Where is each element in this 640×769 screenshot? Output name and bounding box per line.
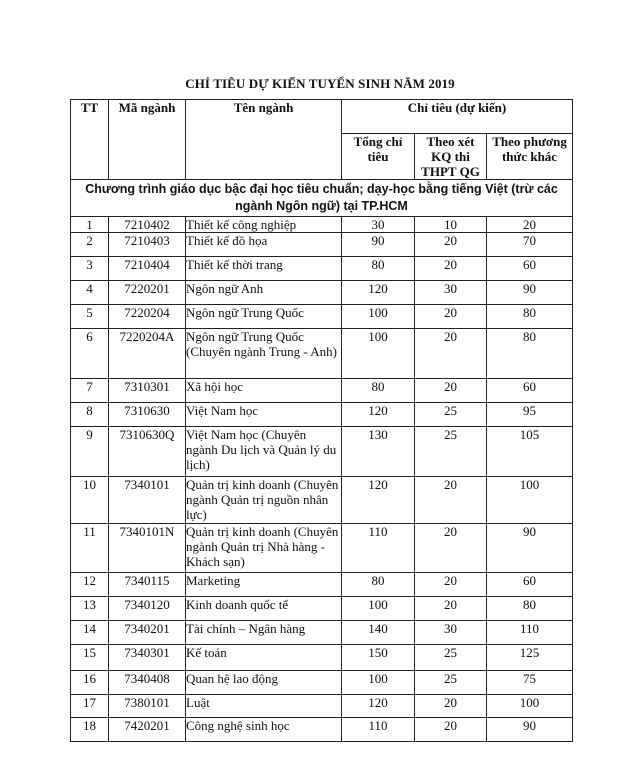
- row-total: 100: [342, 329, 415, 379]
- row-tt: 5: [71, 305, 109, 329]
- row-code: 7210404: [109, 257, 186, 281]
- row-exam: 30: [415, 281, 487, 305]
- row-code: 7340201: [109, 621, 186, 645]
- row-total: 110: [342, 524, 415, 573]
- row-total: 110: [342, 718, 415, 742]
- row-code: 7340115: [109, 573, 186, 597]
- row-other: 100: [487, 695, 573, 718]
- row-tt: 12: [71, 573, 109, 597]
- row-other: 95: [487, 403, 573, 427]
- row-other: 60: [487, 379, 573, 403]
- row-tt: 1: [71, 217, 109, 233]
- row-total: 120: [342, 403, 415, 427]
- header-other: Theo phương thức khác: [487, 134, 573, 180]
- page-title: CHỈ TIÊU DỰ KIẾN TUYỂN SINH NĂM 2019: [185, 76, 455, 91]
- header-code: Mã ngành: [109, 100, 186, 180]
- row-total: 100: [342, 305, 415, 329]
- row-exam: 20: [415, 233, 487, 257]
- row-name: Thiết kế thời trang: [186, 257, 342, 281]
- table-row: [71, 621, 573, 645]
- row-exam: 20: [415, 257, 487, 281]
- row-tt: 6: [71, 329, 109, 379]
- row-name: Thiết kế công nghiệp: [186, 217, 342, 233]
- table-row: [71, 573, 573, 597]
- row-other: 80: [487, 329, 573, 379]
- admission-quota-table: [70, 99, 573, 742]
- row-name: Việt Nam học: [186, 403, 342, 427]
- row-exam: 30: [415, 621, 487, 645]
- table-row: [71, 403, 573, 427]
- table-row: [71, 671, 573, 695]
- row-exam: 20: [415, 573, 487, 597]
- table-row: [71, 329, 573, 379]
- row-exam: 20: [415, 329, 487, 379]
- row-other: 90: [487, 281, 573, 305]
- row-name: Ngôn ngữ Trung Quốc: [186, 305, 342, 329]
- row-tt: 8: [71, 403, 109, 427]
- row-other: 105: [487, 427, 573, 477]
- table-row: [71, 427, 573, 477]
- row-tt: 4: [71, 281, 109, 305]
- row-name: Ngôn ngữ Anh: [186, 281, 342, 305]
- row-name: Kế toán: [186, 645, 342, 671]
- row-tt: 14: [71, 621, 109, 645]
- row-total: 90: [342, 233, 415, 257]
- row-tt: 11: [71, 524, 109, 573]
- row-total: 140: [342, 621, 415, 645]
- table-row: [71, 217, 573, 233]
- row-other: 80: [487, 305, 573, 329]
- row-total: 100: [342, 597, 415, 621]
- section-heading: Chương trình giáo dục bậc đại học tiêu chuẩn; dạy-học bằng tiếng Việt (trừ các ngành Ngôn ngữ) tại TP.HCM: [71, 180, 573, 217]
- row-other: 100: [487, 477, 573, 524]
- row-tt: 10: [71, 477, 109, 524]
- row-exam: 10: [415, 217, 487, 233]
- row-code: 7310630Q: [109, 427, 186, 477]
- row-total: 80: [342, 379, 415, 403]
- table-row: [71, 645, 573, 671]
- row-total: 150: [342, 645, 415, 671]
- row-other: 20: [487, 217, 573, 233]
- row-code: 7220204: [109, 305, 186, 329]
- row-exam: 25: [415, 403, 487, 427]
- row-total: 30: [342, 217, 415, 233]
- row-tt: 9: [71, 427, 109, 477]
- row-total: 130: [342, 427, 415, 477]
- row-other: 60: [487, 257, 573, 281]
- row-tt: 2: [71, 233, 109, 257]
- row-code: 7210402: [109, 217, 186, 233]
- row-code: 7210403: [109, 233, 186, 257]
- table-row: [71, 597, 573, 621]
- row-total: 80: [342, 573, 415, 597]
- row-name: Quan hệ lao động: [186, 671, 342, 695]
- header-exam: Theo xét KQ thi THPT QG: [415, 134, 487, 180]
- row-total: 80: [342, 257, 415, 281]
- row-tt: 7: [71, 379, 109, 403]
- table-row: [71, 695, 573, 718]
- row-name: Tài chính – Ngân hàng: [186, 621, 342, 645]
- row-name: Thiết kế đồ họa: [186, 233, 342, 257]
- row-name: Quản trị kinh doanh (Chuyên ngành Quản trị nguồn nhân lực): [186, 477, 342, 524]
- row-tt: 13: [71, 597, 109, 621]
- row-exam: 20: [415, 524, 487, 573]
- table-row: [71, 257, 573, 281]
- row-code: 7340101N: [109, 524, 186, 573]
- table-row: [71, 718, 573, 742]
- row-tt: 15: [71, 645, 109, 671]
- row-code: 7220204A: [109, 329, 186, 379]
- row-other: 90: [487, 718, 573, 742]
- table-row: [71, 233, 573, 257]
- row-name: Luật: [186, 695, 342, 718]
- row-exam: 20: [415, 695, 487, 718]
- row-exam: 25: [415, 645, 487, 671]
- row-tt: 3: [71, 257, 109, 281]
- row-tt: 17: [71, 695, 109, 718]
- row-other: 110: [487, 621, 573, 645]
- row-code: 7310301: [109, 379, 186, 403]
- row-other: 125: [487, 645, 573, 671]
- row-name: Việt Nam học (Chuyên ngành Du lịch và Quản lý du lịch): [186, 427, 342, 477]
- row-code: 7310630: [109, 403, 186, 427]
- table-row: [71, 281, 573, 305]
- table-row: [71, 477, 573, 524]
- row-exam: 20: [415, 718, 487, 742]
- row-code: 7340101: [109, 477, 186, 524]
- row-name: Công nghệ sinh học: [186, 718, 342, 742]
- row-exam: 20: [415, 305, 487, 329]
- row-total: 120: [342, 695, 415, 718]
- row-other: 80: [487, 597, 573, 621]
- row-other: 70: [487, 233, 573, 257]
- row-total: 120: [342, 281, 415, 305]
- header-total: Tổng chỉ tiêu: [342, 134, 415, 180]
- row-exam: 20: [415, 597, 487, 621]
- table-row: [71, 379, 573, 403]
- row-other: 90: [487, 524, 573, 573]
- header-tt: TT: [71, 100, 109, 180]
- row-code: 7420201: [109, 718, 186, 742]
- header-quota-group: Chỉ tiêu (dự kiến): [342, 100, 573, 134]
- row-exam: 25: [415, 671, 487, 695]
- row-total: 120: [342, 477, 415, 524]
- header-name: Tên ngành: [186, 100, 342, 180]
- table-row: [71, 305, 573, 329]
- row-code: 7340301: [109, 645, 186, 671]
- row-exam: 20: [415, 477, 487, 524]
- row-code: 7340120: [109, 597, 186, 621]
- row-exam: 20: [415, 379, 487, 403]
- row-code: 7220201: [109, 281, 186, 305]
- row-name: Marketing: [186, 573, 342, 597]
- row-total: 100: [342, 671, 415, 695]
- row-name: Kinh doanh quốc tế: [186, 597, 342, 621]
- row-name: Ngôn ngữ Trung Quốc (Chuyên ngành Trung - Anh): [186, 329, 342, 379]
- row-name: Xã hội học: [186, 379, 342, 403]
- row-other: 75: [487, 671, 573, 695]
- row-exam: 25: [415, 427, 487, 477]
- row-tt: 16: [71, 671, 109, 695]
- row-other: 60: [487, 573, 573, 597]
- row-tt: 18: [71, 718, 109, 742]
- row-code: 7340408: [109, 671, 186, 695]
- row-name: Quản trị kinh doanh (Chuyên ngành Quản trị Nhà hàng - Khách sạn): [186, 524, 342, 573]
- row-code: 7380101: [109, 695, 186, 718]
- table-row: [71, 524, 573, 573]
